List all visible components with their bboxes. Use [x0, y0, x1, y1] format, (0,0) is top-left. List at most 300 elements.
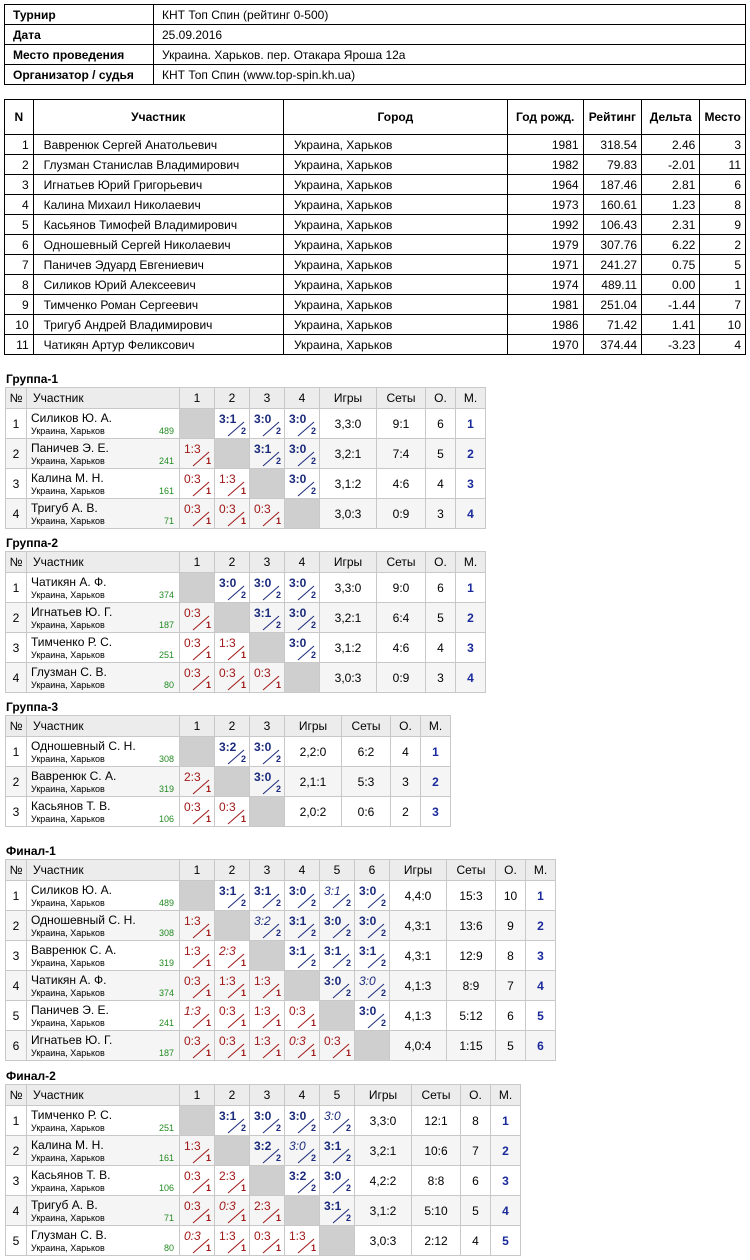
match-score: 1:3 [289, 1229, 306, 1243]
match-score: 3:0 [254, 576, 272, 590]
match-score-cell [285, 1031, 320, 1061]
match-score-cell [355, 911, 390, 941]
points-cell: 7 [461, 1136, 491, 1166]
match-score: 3:0 [289, 576, 307, 590]
match-points: 2 [380, 988, 386, 998]
match-score-cell [215, 1106, 250, 1136]
match-points: 1 [240, 486, 246, 496]
match-score: 0:3 [184, 800, 201, 814]
match-score: 3:0 [289, 606, 307, 620]
player-cell [27, 439, 180, 469]
match-score-cell [180, 767, 215, 797]
place-cell: 2 [456, 439, 486, 469]
player-name: Тимченко Р. С. [31, 635, 113, 649]
player-name: Паничев Э. Е. [31, 441, 109, 455]
group-header: Участник [27, 860, 180, 881]
match-score-cell [180, 911, 215, 941]
player-rating: 71 [163, 516, 174, 526]
participants-cell: 79.83 [583, 155, 642, 175]
match-points: 1 [240, 958, 246, 968]
match-score: 3:1 [254, 606, 272, 620]
points-cell: 9 [496, 911, 526, 941]
diagonal-cell [180, 1106, 215, 1136]
group-header: № [6, 716, 27, 737]
match-score: 3:2 [219, 740, 237, 754]
match-points: 1 [240, 1018, 246, 1028]
games-cell: 4,0:4 [390, 1031, 447, 1061]
points-cell: 8 [496, 941, 526, 971]
participants-cell: 0.00 [642, 275, 700, 295]
match-score-cell [250, 499, 285, 529]
match-score: 3:1 [324, 1139, 342, 1153]
participants-cell: 160.61 [583, 195, 642, 215]
match-points: 1 [240, 1243, 246, 1253]
player-rating: 251 [158, 650, 174, 660]
player-name: Тригуб А. В. [31, 501, 98, 515]
match-score: 3:0 [254, 1109, 272, 1123]
player-city: Украина, Харьков [31, 784, 105, 794]
match-score: 0:3 [184, 1169, 201, 1183]
player-name: Касьянов Т. В. [31, 799, 111, 813]
match-score-cell [250, 971, 285, 1001]
match-score: 3:0 [324, 1169, 342, 1183]
group-row [6, 1106, 521, 1136]
points-cell: 10 [496, 881, 526, 911]
match-score-cell [285, 1226, 320, 1256]
group-header: О. [426, 388, 456, 409]
group-header: 3 [250, 716, 285, 737]
group-header: 5 [320, 1085, 355, 1106]
match-score-cell [250, 767, 285, 797]
games-cell: 3,1:2 [355, 1196, 412, 1226]
player-cell [27, 911, 180, 941]
player-cell [27, 633, 180, 663]
group-row [6, 797, 451, 827]
player-name: Касьянов Т. В. [31, 1168, 111, 1182]
match-points: 2 [310, 620, 316, 630]
match-score-cell [250, 1031, 285, 1061]
match-score: 3:1 [289, 944, 307, 958]
player-name: Игнатьев Ю. Г. [31, 1033, 113, 1047]
match-points: 2 [380, 958, 386, 968]
match-points: 2 [240, 426, 246, 436]
match-score: 3:1 [324, 884, 341, 898]
group-header-row [6, 552, 486, 573]
participants-cell: 1986 [507, 315, 583, 335]
match-points: 2 [345, 928, 351, 938]
place-cell: 2 [526, 911, 556, 941]
row-number: 2 [6, 603, 27, 633]
sets-cell: 5:10 [412, 1196, 461, 1226]
games-cell: 3,2:1 [320, 439, 377, 469]
participants-cell: Силиков Юрий Алексеевич [33, 275, 283, 295]
participants-cell: 1 [700, 275, 746, 295]
match-points: 1 [240, 516, 246, 526]
diagonal-cell [215, 1136, 250, 1166]
match-score: 0:3 [324, 1034, 341, 1048]
diagonal-cell [285, 663, 320, 693]
sets-cell: 9:0 [377, 573, 426, 603]
place-cell: 4 [456, 499, 486, 529]
group-header: О. [426, 552, 456, 573]
participants-cell: 7 [700, 295, 746, 315]
participants-cell: Касьянов Тимофей Владимирович [33, 215, 283, 235]
participants-cell: 4 [700, 335, 746, 355]
row-number: 3 [6, 797, 27, 827]
match-points: 1 [240, 1048, 246, 1058]
match-score-cell [250, 663, 285, 693]
group-header: М. [456, 388, 486, 409]
player-rating: 489 [158, 426, 174, 436]
row-number: 4 [6, 971, 27, 1001]
player-cell [27, 499, 180, 529]
group-header: 4 [285, 388, 320, 409]
match-points: 1 [275, 988, 281, 998]
match-points: 1 [275, 1018, 281, 1028]
player-city: Украина, Харьков [31, 814, 105, 824]
participants-cell: 1974 [507, 275, 583, 295]
group-row [6, 1136, 521, 1166]
player-cell [27, 797, 180, 827]
player-name: Глузман С. В. [31, 1228, 107, 1242]
match-score: 0:3 [289, 1004, 306, 1018]
match-score-cell [215, 1226, 250, 1256]
match-score-cell [355, 1001, 390, 1031]
match-score: 3:1 [359, 944, 377, 958]
match-score: 3:1 [324, 944, 342, 958]
match-score-cell [180, 1196, 215, 1226]
match-score-cell [355, 881, 390, 911]
player-rating: 161 [158, 1153, 174, 1163]
match-points: 1 [205, 486, 211, 496]
participants-cell: 3 [5, 175, 34, 195]
player-name: Одношевный С. Н. [31, 913, 136, 927]
games-cell: 4,4:0 [390, 881, 447, 911]
participants-cell: Украина, Харьков [283, 255, 507, 275]
player-name: Чатикян А. Ф. [31, 575, 107, 589]
player-rating: 241 [158, 1018, 174, 1028]
points-cell: 2 [391, 797, 421, 827]
sets-cell: 8:9 [447, 971, 496, 1001]
participants-cell: -1.44 [642, 295, 700, 315]
match-score: 3:1 [289, 914, 307, 928]
participants-cell: 2.81 [642, 175, 700, 195]
match-score-cell [180, 1166, 215, 1196]
info-key: Место проведения [5, 45, 154, 65]
group-header: 3 [250, 1085, 285, 1106]
games-cell: 2,0:2 [285, 797, 342, 827]
match-points: 2 [345, 1213, 351, 1223]
match-points: 1 [205, 784, 211, 794]
match-points: 2 [380, 898, 386, 908]
match-points: 2 [240, 898, 246, 908]
info-row [5, 25, 746, 45]
group-table [5, 1084, 521, 1256]
group-header: М. [491, 1085, 521, 1106]
place-cell: 3 [456, 469, 486, 499]
match-points: 2 [310, 1153, 316, 1163]
match-points: 1 [240, 1213, 246, 1223]
row-number: 3 [6, 633, 27, 663]
group-header: № [6, 388, 27, 409]
group-title: Финал-1 [6, 844, 56, 858]
match-points: 1 [205, 680, 211, 690]
row-number: 2 [6, 439, 27, 469]
diagonal-cell [250, 941, 285, 971]
info-value: Украина. Харьков. пер. Отакара Яроша 12а [154, 45, 746, 65]
diagonal-cell [285, 1196, 320, 1226]
points-cell: 4 [426, 469, 456, 499]
participants-cell: 4 [5, 195, 34, 215]
points-cell: 5 [426, 603, 456, 633]
table-row [5, 335, 746, 355]
match-score-cell [285, 1166, 320, 1196]
group-table [5, 859, 556, 1061]
games-cell: 2,1:1 [285, 767, 342, 797]
match-points: 2 [275, 784, 281, 794]
info-value: 25.09.2016 [154, 25, 746, 45]
player-city: Украина, Харьков [31, 650, 105, 660]
participants-cell: 374.44 [583, 335, 642, 355]
diagonal-cell [180, 737, 215, 767]
match-score-cell [215, 737, 250, 767]
match-points: 1 [240, 1183, 246, 1193]
match-score-cell [215, 1166, 250, 1196]
participants-cell: Одношевный Сергей Николаевич [33, 235, 283, 255]
table-row [5, 155, 746, 175]
match-score: 1:3 [219, 472, 236, 486]
group-header: Участник [27, 552, 180, 573]
match-points: 1 [310, 1048, 316, 1058]
row-number: 1 [6, 409, 27, 439]
participants-cell: 1981 [507, 135, 583, 155]
participants-cell: Украина, Харьков [283, 275, 507, 295]
player-cell [27, 1226, 180, 1256]
sets-cell: 12:9 [447, 941, 496, 971]
match-score-cell [180, 603, 215, 633]
match-points: 1 [310, 1018, 316, 1028]
match-score-cell [285, 633, 320, 663]
match-score: 0:3 [289, 1034, 306, 1048]
match-score-cell [215, 1031, 250, 1061]
player-city: Украина, Харьков [31, 426, 105, 436]
group-header: 2 [215, 1085, 250, 1106]
group-row [6, 1031, 556, 1061]
info-key: Организатор / судья [5, 65, 154, 85]
match-points: 1 [240, 650, 246, 660]
player-name: Калина М. Н. [31, 1138, 104, 1152]
match-points: 2 [275, 426, 281, 436]
points-cell: 5 [496, 1031, 526, 1061]
group-title: Группа-1 [6, 372, 59, 386]
participants-cell: -2.01 [642, 155, 700, 175]
participants-cell: 1992 [507, 215, 583, 235]
group-header: № [6, 552, 27, 573]
match-score-cell [215, 1001, 250, 1031]
match-score: 3:0 [254, 740, 272, 754]
match-points: 2 [240, 1123, 246, 1133]
place-cell: 4 [526, 971, 556, 1001]
player-name: Силиков Ю. А. [31, 883, 112, 897]
group-header: Сеты [377, 388, 426, 409]
match-score: 1:3 [184, 914, 201, 928]
diagonal-cell [285, 971, 320, 1001]
player-cell [27, 469, 180, 499]
match-points: 2 [380, 1018, 386, 1028]
match-score-cell [215, 1196, 250, 1226]
match-points: 1 [205, 1018, 211, 1028]
participants-header: Год рожд. [507, 100, 583, 135]
participants-cell: 2 [700, 235, 746, 255]
match-points: 1 [205, 1183, 211, 1193]
match-score: 0:3 [184, 1034, 201, 1048]
row-number: 4 [6, 499, 27, 529]
match-score-cell [180, 1001, 215, 1031]
player-cell [27, 1196, 180, 1226]
player-city: Украина, Харьков [31, 1048, 105, 1058]
player-name: Глузман С. В. [31, 665, 107, 679]
games-cell: 3,3:0 [355, 1106, 412, 1136]
group-row [6, 469, 486, 499]
participants-cell: Вавренюк Сергей Анатольевич [33, 135, 283, 155]
player-rating: 251 [158, 1123, 174, 1133]
match-score: 1:3 [254, 1004, 271, 1018]
match-score: 3:1 [219, 412, 237, 426]
match-score: 3:1 [254, 884, 272, 898]
match-score-cell [320, 1136, 355, 1166]
match-score-cell [250, 737, 285, 767]
group-row [6, 439, 486, 469]
group-header-row [6, 388, 486, 409]
diagonal-cell [215, 911, 250, 941]
participants-cell: 5 [5, 215, 34, 235]
match-score-cell [285, 603, 320, 633]
points-cell: 4 [461, 1226, 491, 1256]
match-score: 1:3 [219, 1229, 236, 1243]
group-header: О. [496, 860, 526, 881]
games-cell: 3,2:1 [320, 603, 377, 633]
player-city: Украина, Харьков [31, 486, 105, 496]
table-row [5, 215, 746, 235]
row-number: 1 [6, 573, 27, 603]
match-score-cell [250, 1226, 285, 1256]
group-row [6, 633, 486, 663]
match-points: 2 [345, 1123, 351, 1133]
match-score: 3:0 [289, 1109, 307, 1123]
sets-cell: 4:6 [377, 469, 426, 499]
games-cell: 4,1:3 [390, 971, 447, 1001]
match-score: 0:3 [254, 1229, 271, 1243]
player-name: Тригуб А. В. [31, 1198, 98, 1212]
group-header: 3 [250, 860, 285, 881]
match-score: 1:3 [184, 442, 201, 456]
group-row [6, 911, 556, 941]
sets-cell: 10:6 [412, 1136, 461, 1166]
participants-cell: 5 [700, 255, 746, 275]
participants-cell: 1 [5, 135, 34, 155]
player-city: Украина, Харьков [31, 1153, 105, 1163]
match-score: 0:3 [219, 502, 236, 516]
points-cell: 5 [461, 1196, 491, 1226]
row-number: 2 [6, 911, 27, 941]
sets-cell: 0:9 [377, 663, 426, 693]
diagonal-cell [355, 1031, 390, 1061]
player-cell [27, 971, 180, 1001]
group-header: Игры [320, 552, 377, 573]
sets-cell: 5:12 [447, 1001, 496, 1031]
player-rating: 308 [158, 928, 174, 938]
participants-cell: Калина Михаил Николаевич [33, 195, 283, 215]
match-score: 0:3 [184, 1199, 201, 1213]
sets-cell: 7:4 [377, 439, 426, 469]
match-score: 3:2 [254, 1139, 272, 1153]
row-number: 3 [6, 1166, 27, 1196]
participants-cell: Украина, Харьков [283, 155, 507, 175]
group-row [6, 499, 486, 529]
player-cell [27, 409, 180, 439]
match-points: 1 [205, 456, 211, 466]
player-rating: 374 [158, 590, 174, 600]
participants-cell: Украина, Харьков [283, 135, 507, 155]
participants-cell: 1.23 [642, 195, 700, 215]
participants-cell: 1981 [507, 295, 583, 315]
sets-cell: 15:3 [447, 881, 496, 911]
match-points: 1 [240, 680, 246, 690]
sets-cell: 6:4 [377, 603, 426, 633]
match-score: 3:0 [359, 914, 377, 928]
match-points: 2 [380, 928, 386, 938]
participants-cell: 71.42 [583, 315, 642, 335]
place-cell: 1 [456, 573, 486, 603]
match-score-cell [285, 1106, 320, 1136]
group-row [6, 1001, 556, 1031]
group-title: Группа-2 [6, 536, 59, 550]
player-cell [27, 1136, 180, 1166]
sets-cell: 5:3 [342, 767, 391, 797]
participants-header: Рейтинг [583, 100, 642, 135]
match-score: 0:3 [184, 974, 201, 988]
group-row [6, 971, 556, 1001]
match-score: 3:0 [219, 576, 237, 590]
match-score: 3:0 [359, 974, 376, 988]
match-score-cell [180, 1136, 215, 1166]
group-table [5, 551, 486, 693]
participants-cell: 2.31 [642, 215, 700, 235]
match-points: 1 [240, 814, 246, 824]
match-score-cell [320, 971, 355, 1001]
match-score: 2:3 [219, 1169, 236, 1183]
info-row [5, 5, 746, 25]
player-name: Чатикян А. Ф. [31, 973, 107, 987]
points-cell: 5 [426, 439, 456, 469]
match-score: 3:0 [289, 412, 307, 426]
table-row [5, 295, 746, 315]
player-city: Украина, Харьков [31, 1123, 105, 1133]
place-cell: 4 [456, 663, 486, 693]
match-score: 0:3 [254, 666, 271, 680]
row-number: 1 [6, 881, 27, 911]
points-cell: 3 [426, 663, 456, 693]
sets-cell: 0:9 [377, 499, 426, 529]
match-points: 1 [205, 1243, 211, 1253]
match-score: 2:3 [254, 1199, 271, 1213]
diagonal-cell [180, 409, 215, 439]
match-points: 2 [275, 590, 281, 600]
games-cell: 4,2:2 [355, 1166, 412, 1196]
match-score: 1:3 [219, 974, 236, 988]
match-score-cell [285, 941, 320, 971]
participants-table [4, 99, 746, 355]
